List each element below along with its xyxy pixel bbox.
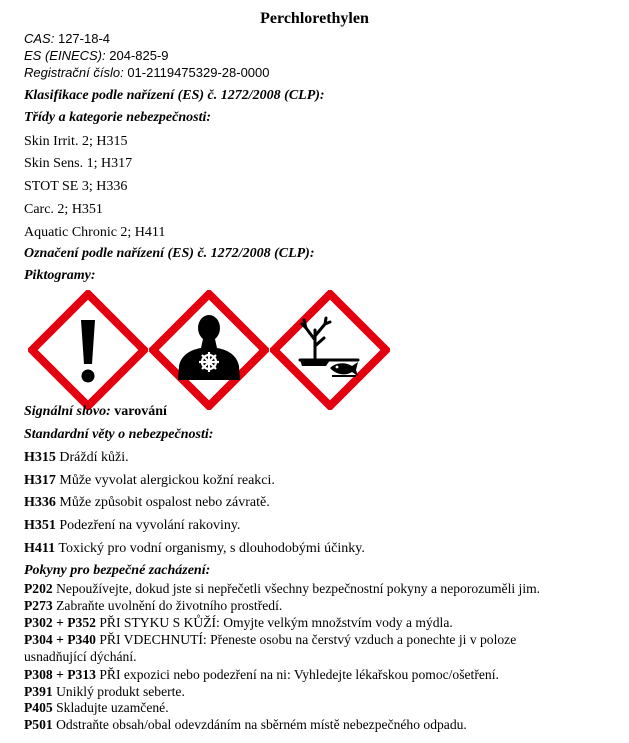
precaution-text: Nepoužívejte, dokud jste si nepřečetli všechny bezpečnostní pokyny a neporozuměli jim. <box>56 581 541 596</box>
precautionary-heading: Pokyny pro bezpečné zacházení: <box>24 563 211 578</box>
labelling-heading: Označení podle nařízení (ES) č. 1272/2008 (CLP): <box>24 246 315 261</box>
precaution-code: P273 <box>24 598 53 613</box>
registration-value: 01-2119475329-28-0000 <box>127 65 270 80</box>
hazard-statement <box>24 495 270 511</box>
precaution-code: P405 <box>24 700 53 715</box>
hazard-text: Může způsobit ospalost nebo závratě. <box>59 495 270 510</box>
precaution-code: P304 + P340 <box>24 632 96 647</box>
hazard-statement <box>24 518 240 534</box>
registration-line <box>24 65 270 80</box>
precaution-code: P391 <box>24 684 53 699</box>
hazard-statement <box>24 541 365 557</box>
exclamation-mark-icon <box>28 290 148 410</box>
hazard-statement <box>24 450 129 466</box>
class-item: Skin Irrit. 2; H315 <box>24 134 128 149</box>
registration-label: Registrační číslo: <box>24 65 124 80</box>
precautionary-statement <box>24 615 453 631</box>
hazard-code: H336 <box>24 495 56 510</box>
precautionary-statement <box>24 667 499 683</box>
precaution-text: Odstraňte obsah/obal odevzdáním na sběrném místě nebezpečného odpadu. <box>56 717 467 732</box>
es-label: ES (EINECS): <box>24 48 106 63</box>
hazard-code: H317 <box>24 473 56 488</box>
precautionary-statement <box>24 581 540 597</box>
cas-line <box>24 31 110 46</box>
precaution-code: P308 + P313 <box>24 667 96 682</box>
precaution-text: PŘI expozici nebo podezření na ni: Vyhledejte lékařskou pomoc/ošetření. <box>99 667 499 682</box>
classification-heading: Klasifikace podle nařízení (ES) č. 1272/2008 (CLP): <box>24 88 325 103</box>
es-line <box>24 48 169 63</box>
hazard-statements-heading: Standardní věty o nebezpečnosti: <box>24 427 214 442</box>
hazard-code: H351 <box>24 518 56 533</box>
precaution-text: PŘI STYKU S KŮŽÍ: Omyjte velkým množstvím vody a mýdla. <box>99 615 453 630</box>
class-item: STOT SE 3; H336 <box>24 179 128 194</box>
class-item: Aquatic Chronic 2; H411 <box>24 225 166 240</box>
es-value: 204-825-9 <box>109 48 169 63</box>
health-hazard-icon <box>149 290 269 410</box>
precaution-continuation: usnadňující dýchání. <box>24 649 137 664</box>
precaution-code: P202 <box>24 581 53 596</box>
class-item: Skin Sens. 1; H317 <box>24 156 133 171</box>
hazard-text: Toxický pro vodní organismy, s dlouhodobými účinky. <box>58 541 365 556</box>
document-title: Perchlorethylen <box>260 10 369 27</box>
signal-word-label: Signální slovo: <box>24 404 111 419</box>
precautionary-statement <box>24 632 516 648</box>
cas-label: CAS: <box>24 31 55 46</box>
precaution-code: P302 + P352 <box>24 615 96 630</box>
precaution-text: Uniklý produkt seberte. <box>56 684 185 699</box>
classes-heading: Třídy a kategorie nebezpečnosti: <box>24 110 212 125</box>
hazard-statement <box>24 473 275 489</box>
hazard-text: Podezření na vyvolání rakoviny. <box>59 518 241 533</box>
pictograms-label: Piktogramy: <box>24 268 96 283</box>
signal-word-line <box>24 404 167 420</box>
signal-word-value: varování <box>114 404 167 419</box>
class-item: Carc. 2; H351 <box>24 202 103 217</box>
hazard-text: Dráždí kůži. <box>59 450 129 465</box>
cas-value: 127-18-4 <box>57 31 111 46</box>
precautionary-statement <box>24 700 169 716</box>
hazard-text: Může vyvolat alergickou kožní reakci. <box>59 473 275 488</box>
precaution-text: PŘI VDECHNUTÍ: Přeneste osobu na čerstvý vzduch a ponechte ji v poloze <box>99 632 517 647</box>
hazard-code: H411 <box>24 541 56 556</box>
precaution-code: P501 <box>24 717 53 732</box>
environment-hazard-icon <box>270 290 390 410</box>
precaution-text: Zabraňte uvolnění do životního prostředí. <box>56 598 283 613</box>
precautionary-statement <box>24 598 282 614</box>
precautionary-statement <box>24 717 467 733</box>
hazard-code: H315 <box>24 450 56 465</box>
precaution-text: Skladujte uzamčené. <box>56 700 169 715</box>
precautionary-statement <box>24 684 185 700</box>
